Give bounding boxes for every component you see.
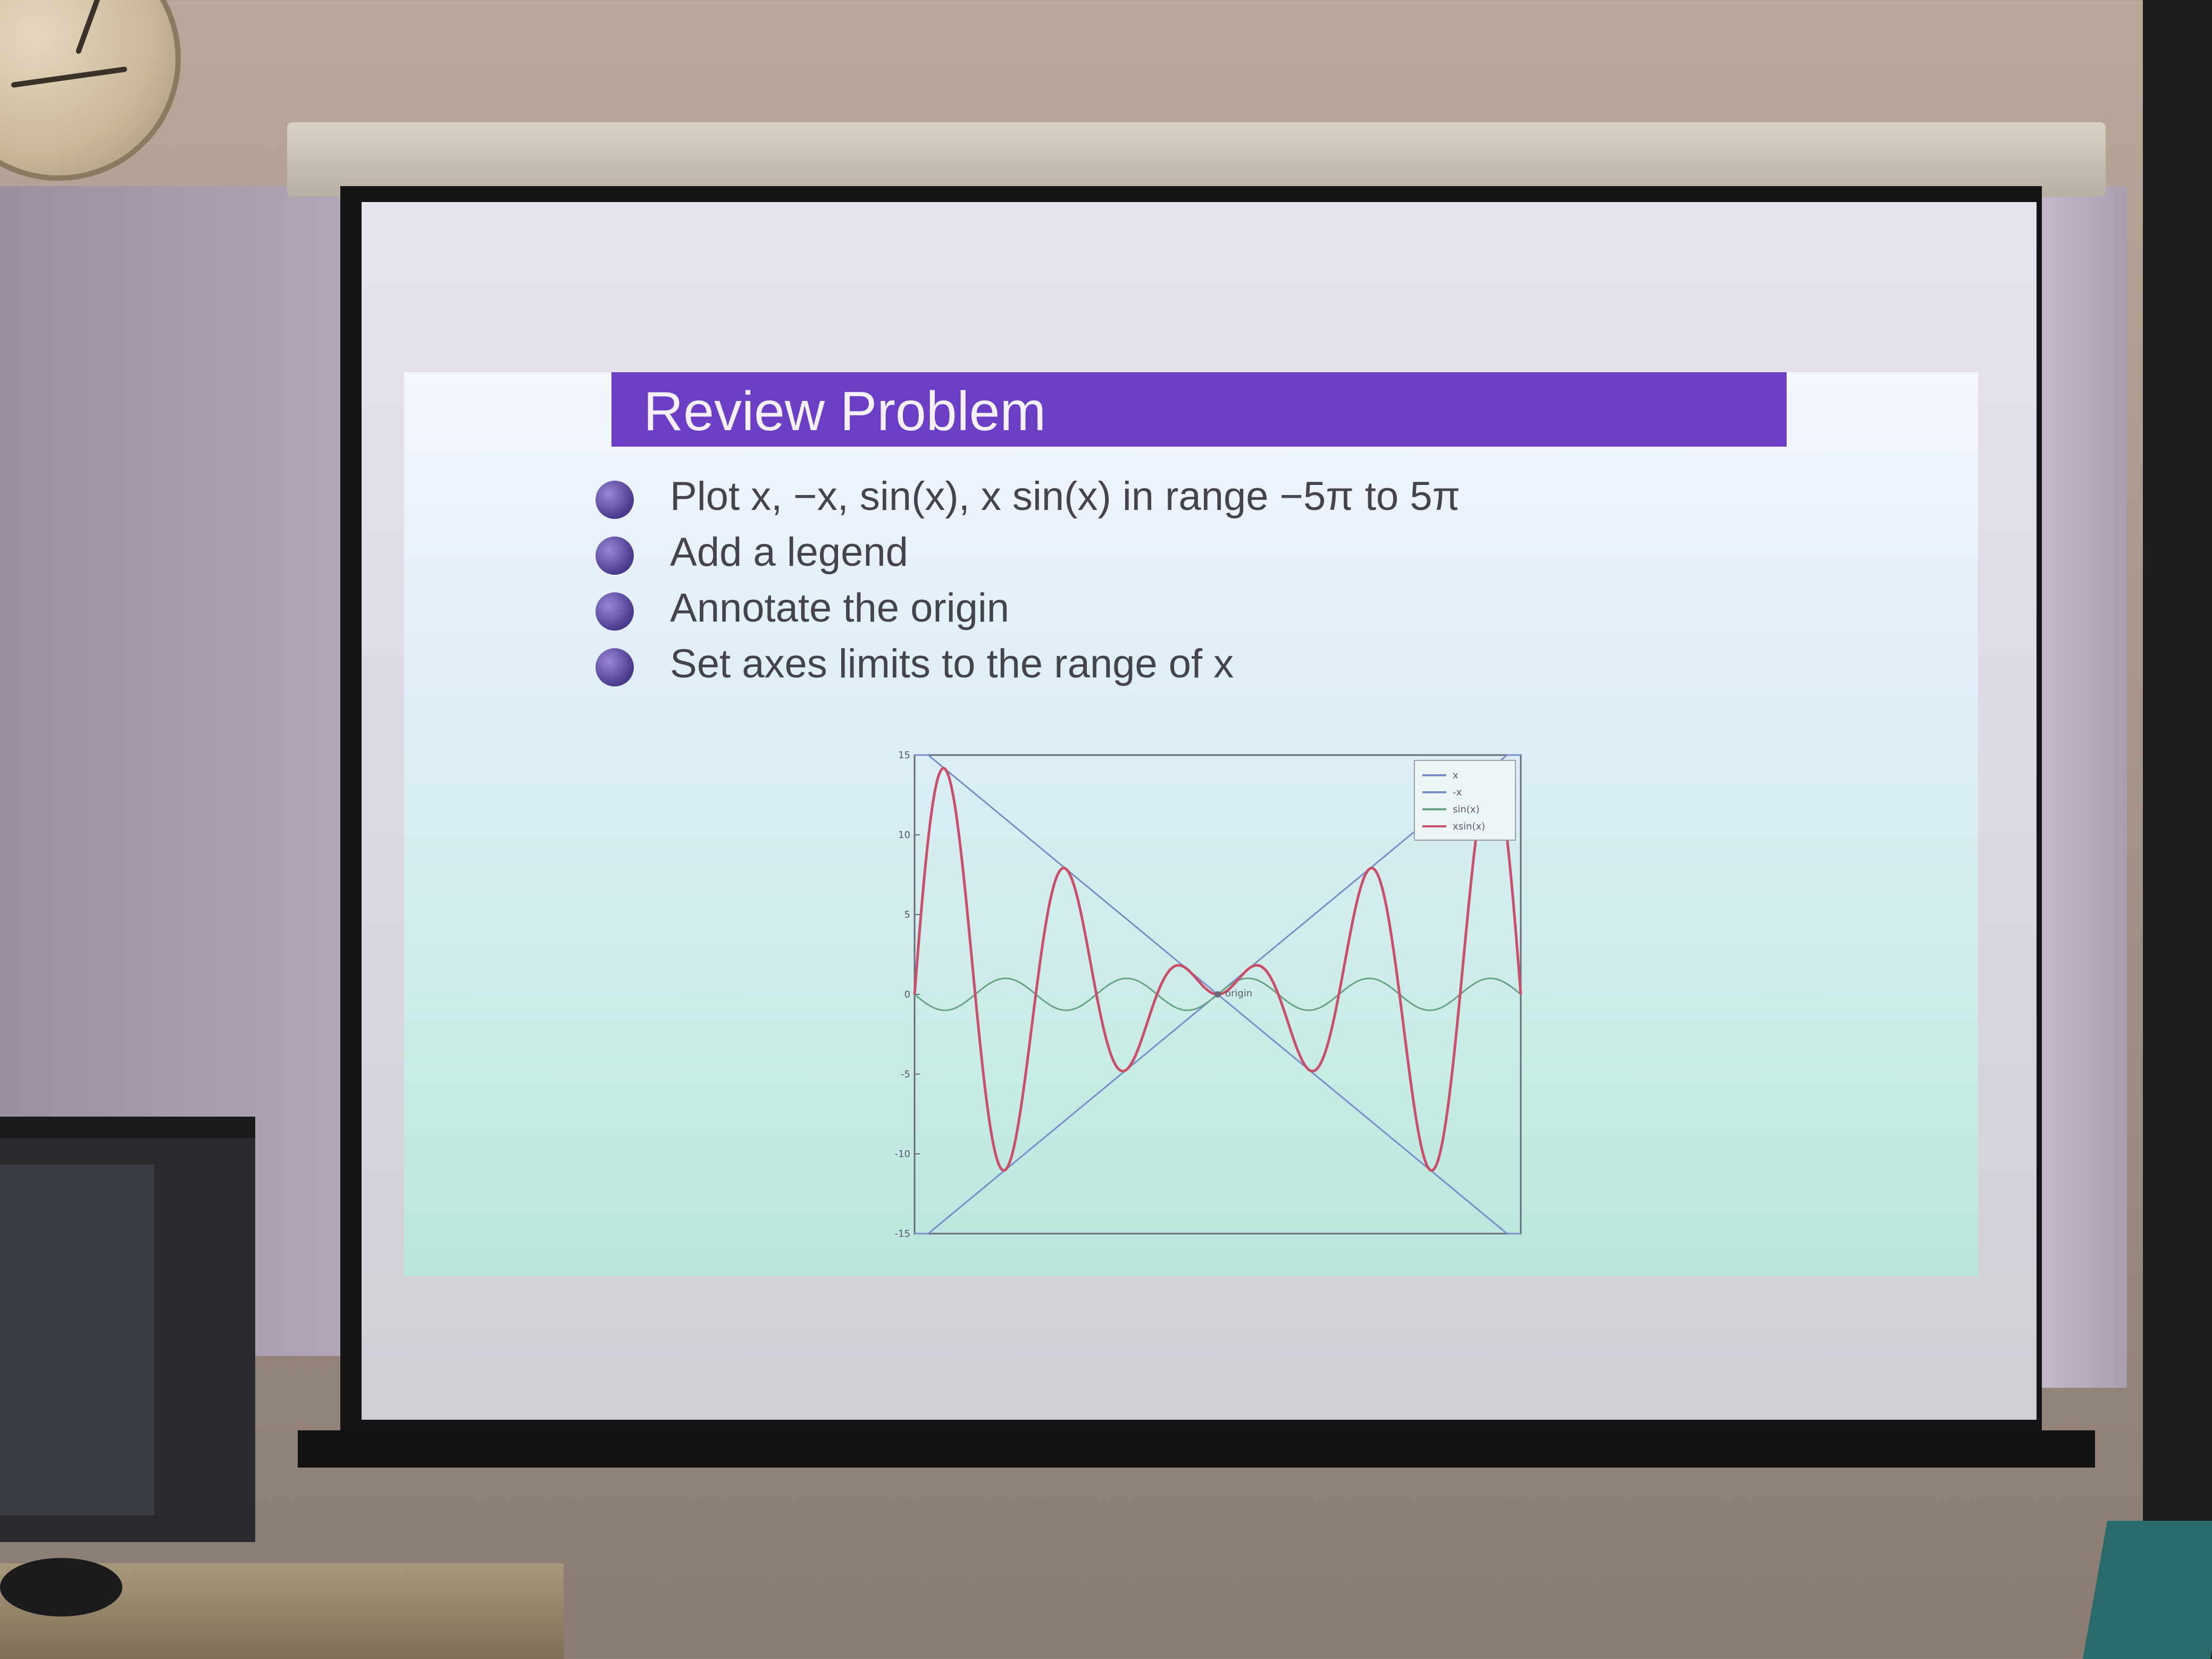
- bullet-icon: [596, 537, 634, 575]
- clock-hand: [11, 66, 127, 88]
- slide-title: Review Problem: [643, 381, 1046, 442]
- monitor-screen: [0, 1164, 154, 1515]
- bullet-text: Set axes limits to the range of x: [670, 641, 1234, 686]
- plot-area: [883, 744, 1526, 1244]
- origin-annotation-label: origin: [1225, 988, 1253, 999]
- bullet-item: [670, 585, 1009, 631]
- bullet-text: Plot x, −x, sin(x), x sin(x) in range −5π to 5π: [670, 474, 1461, 519]
- origin-marker: [1214, 991, 1221, 998]
- bullet-icon: [596, 648, 634, 686]
- bullet-text: Annotate the origin: [670, 585, 1010, 631]
- slide-title-bar: [611, 372, 1787, 447]
- y-tick-label: -5: [901, 1069, 910, 1080]
- bullet-icon: [596, 592, 634, 631]
- y-tick-label: -10: [894, 1149, 910, 1160]
- y-tick-label: -15: [894, 1228, 910, 1239]
- wall-clock: [0, 0, 181, 181]
- y-tick-label: 5: [904, 909, 910, 920]
- clock-hand: [75, 0, 105, 54]
- bullet-icon: [596, 481, 634, 519]
- legend-label: xsin(x): [1453, 821, 1486, 832]
- bullet-text: Add a legend: [670, 530, 908, 575]
- keyboard: [2083, 1521, 2212, 1659]
- projector-screen-housing: [287, 122, 2106, 197]
- side-board: [2031, 186, 2127, 1388]
- line-chart: [883, 744, 1526, 1244]
- legend-label: x: [1453, 770, 1459, 781]
- y-tick-label: 0: [904, 989, 910, 1000]
- door-frame: [2143, 0, 2212, 1659]
- legend-label: -x: [1453, 787, 1462, 798]
- bullet-item: [670, 473, 1460, 520]
- bullet-item: [670, 529, 908, 575]
- computer-mouse: [0, 1558, 122, 1616]
- y-tick-label: 15: [898, 750, 910, 761]
- projector-screen-bottom-bar: [298, 1430, 2095, 1468]
- y-tick-label: 10: [898, 830, 910, 841]
- legend-label: sin(x): [1453, 804, 1480, 815]
- bullet-item: [670, 641, 1234, 687]
- presentation-slide: [404, 372, 1978, 1276]
